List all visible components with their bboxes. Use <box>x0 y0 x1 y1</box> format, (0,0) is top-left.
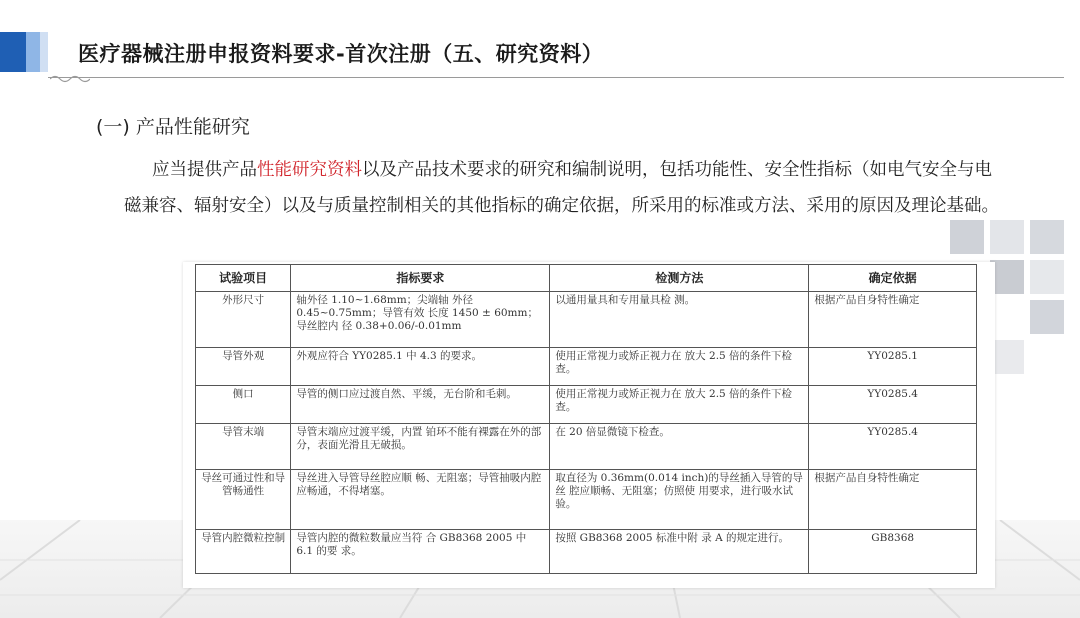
table-row <box>196 386 977 424</box>
table-row <box>196 292 977 348</box>
table-cell: 外观应符合 YY0285.1 中 4.3 的要求。 <box>291 348 550 386</box>
table-cell: 导管内腔微粒控制 <box>196 530 291 574</box>
table-cell: 外形尺寸 <box>196 292 291 348</box>
header-accent-bar-faint <box>40 32 48 72</box>
table-cell: 根据产品自身特性确定 <box>809 292 977 348</box>
table-row <box>196 470 977 530</box>
page-title: 医疗器械注册申报资料要求-首次注册（五、研究资料） <box>78 42 604 66</box>
header-cell-basis: 确定依据 <box>809 265 977 292</box>
header-divider <box>48 77 1064 78</box>
table-cell: YY0285.1 <box>809 348 977 386</box>
header-accent-bar <box>0 32 26 72</box>
header-cell-method: 检测方法 <box>550 265 809 292</box>
paragraph-text-start: 应当提供产品 <box>152 160 257 180</box>
table-cell: 导丝可通过性和导管畅通性 <box>196 470 291 530</box>
table-cell: 轴外径 1.10~1.68mm；尖端轴 外径 0.45~0.75mm；导管有效 长度 1450 ± 60mm；导丝腔内 径 0.38+0.06/-0.01mm <box>291 292 550 348</box>
header-cell-requirement: 指标要求 <box>291 265 550 292</box>
table-cell: 导管末端应过渡平缓，内置 铂环不能有裸露在外的部 分，表面光滑且无破损。 <box>291 424 550 470</box>
header-cell-test-item: 试验项目 <box>196 265 291 292</box>
table-cell: 导管末端 <box>196 424 291 470</box>
table-row <box>196 530 977 574</box>
table-cell: 使用正常视力或矫正视力在 放大 2.5 倍的条件下检查。 <box>550 386 809 424</box>
table-row <box>196 348 977 386</box>
table-cell: YY0285.4 <box>809 386 977 424</box>
section-heading: (一) 产品性能研究 <box>96 116 250 138</box>
test-items-table <box>195 264 977 574</box>
table-cell: YY0285.4 <box>809 424 977 470</box>
paragraph-highlight: 性能研究资料 <box>257 160 362 180</box>
table-image-frame <box>183 262 995 588</box>
table-cell: 取直径为 0.36mm(0.014 inch)的导丝插入导管的导丝 腔应顺畅、无阻塞；仿照使 用要求，进行吸水试验。 <box>550 470 809 530</box>
header-accent-bar-light <box>26 32 40 72</box>
table-row <box>196 424 977 470</box>
table-cell: 根据产品自身特性确定 <box>809 470 977 530</box>
description-paragraph <box>124 152 1004 224</box>
table-cell: GB8368 <box>809 530 977 574</box>
table-cell: 导管外观 <box>196 348 291 386</box>
table-cell: 导丝进入导管导丝腔应顺 畅、无阻塞；导管抽吸内腔 应畅通，不得堵塞。 <box>291 470 550 530</box>
table-cell: 侧口 <box>196 386 291 424</box>
table-cell: 使用正常视力或矫正视力在 放大 2.5 倍的条件下检查。 <box>550 348 809 386</box>
table-header-row <box>196 265 977 292</box>
table-cell: 导管内腔的微粒数量应当符 合 GB8368 2005 中 6.1 的要 求。 <box>291 530 550 574</box>
table-cell: 在 20 倍显微镜下检查。 <box>550 424 809 470</box>
table-cell: 以通用量具和专用量具检 测。 <box>550 292 809 348</box>
paragraph-text-rest: 以及产品技术要求的研究和编制说明，包括功能性、安全性指标（如电气安全与电磁兼容、辐射安全）以及与质量控制相关的其他指标的确定依据，所采用的标准或方法、采用的原因及理论基础。 <box>124 160 999 216</box>
table-cell: 按照 GB8368 2005 标准中附 录 A 的规定进行。 <box>550 530 809 574</box>
wave-decoration <box>50 74 90 84</box>
table-cell: 导管的侧口应过渡自然、平缓，无台阶和毛刺。 <box>291 386 550 424</box>
